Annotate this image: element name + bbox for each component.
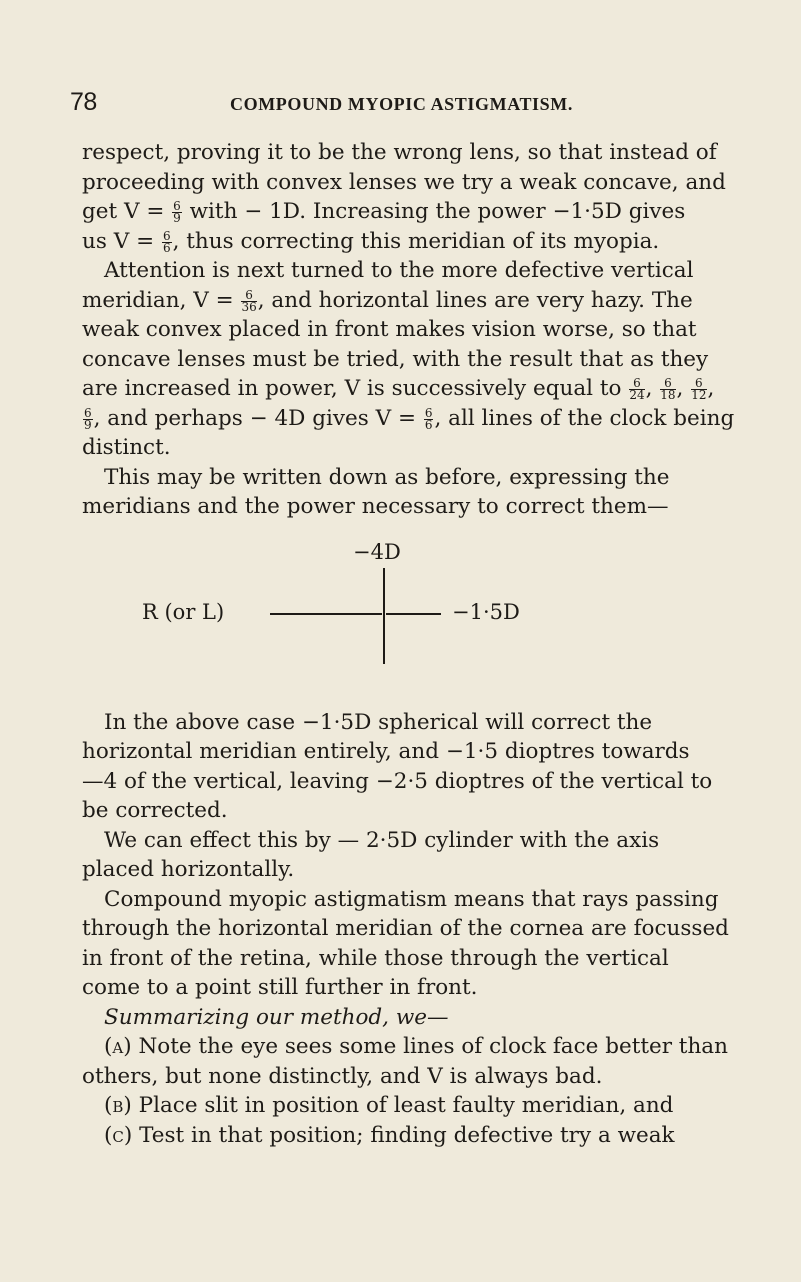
running-head: COMPOUND MYOPIC ASTIGMATISM.: [230, 94, 573, 114]
fraction: $\frac{6}{6}$: [162, 228, 171, 255]
text-line: In the above case −1·5D spherical will correct the: [104, 710, 653, 735]
text-line: horizontal meridian entirely, and −1·5 dioptres towards: [82, 739, 690, 764]
text-line: are increased in power, V is successively equal to $\frac{6}{24}$ , $\frac{6}{18}$ , $\frac{6}{12}$ ,: [82, 375, 715, 402]
text-line: others, but none distinctly, and V is always bad.: [82, 1064, 603, 1089]
text-line: meridian, V = $\frac{6}{36}$ , and horizontal lines are very hazy. The: [82, 287, 693, 314]
fraction: $\frac{6}{24}$: [629, 375, 645, 402]
text-line: This may be written down as before, expressing the: [104, 465, 670, 490]
text-line: in front of the retina, while those through the vertical: [82, 946, 669, 971]
fraction: $\frac{6}{18}$: [660, 375, 676, 402]
fraction: $\frac{6}{9}$: [84, 405, 92, 432]
text-line: through the horizontal meridian of the cornea are focussed: [82, 916, 729, 941]
horizontal-line-left: [270, 613, 382, 615]
diagram-left-label: R (or L): [142, 600, 225, 624]
text-line: $\frac{6}{9}$ , and perhaps − 4D gives V = $\frac{6}{6}$ , all lines of the clock being: [84, 405, 735, 432]
page-number: 78: [70, 88, 97, 116]
diagram-right-label: −1·5D: [452, 600, 520, 624]
fraction: $\frac{6}{9}$: [173, 198, 181, 225]
text-line: weak convex placed in front makes vision worse, so that: [82, 317, 697, 342]
text-line: Attention is next turned to the more defective vertical: [104, 258, 694, 283]
text-line: respect, proving it to be the wrong lens, so that instead of: [82, 140, 717, 165]
text-line: come to a point still further in front.: [82, 975, 478, 1000]
text-line: Compound myopic astigmatism means that rays passing: [104, 887, 719, 912]
horizontal-line-right: [386, 613, 441, 615]
fraction: $\frac{6}{6}$: [424, 405, 433, 432]
vertical-meridian-line: [383, 568, 385, 664]
list-item: (c) Test in that position; finding defective try a weak: [104, 1123, 675, 1148]
diagram-top-label: −4D: [353, 540, 401, 564]
text-line: proceeding with convex lenses we try a weak concave, and: [82, 170, 726, 195]
fraction: $\frac{6}{12}$: [691, 375, 707, 402]
list-item: (a) Note the eye sees some lines of clock face better than: [104, 1034, 728, 1059]
text-line: be corrected.: [82, 798, 228, 823]
list-item: (b) Place slit in position of least faulty meridian, and: [104, 1093, 674, 1118]
text-line: us V = $\frac{6}{6}$ , thus correcting this meridian of its myopia.: [82, 228, 660, 255]
text-line: distinct.: [82, 435, 171, 460]
text-line: concave lenses must be tried, with the result that as they: [82, 347, 709, 372]
text-line: get V = $\frac{6}{9}$ with − 1D. Increasing the power −1·5D gives: [82, 198, 686, 225]
fraction: $\frac{6}{36}$: [241, 287, 257, 314]
summary-heading: Summarizing our method, we—: [104, 1005, 449, 1030]
text-line: —4 of the vertical, leaving −2·5 dioptres of the vertical to: [82, 769, 713, 794]
text-line: We can effect this by — 2·5D cylinder with the axis: [104, 828, 660, 853]
page-header: [70, 88, 730, 124]
text-line: placed horizontally.: [82, 857, 295, 882]
meridian-diagram: [100, 540, 700, 700]
text-line: meridians and the power necessary to correct them—: [82, 494, 669, 519]
